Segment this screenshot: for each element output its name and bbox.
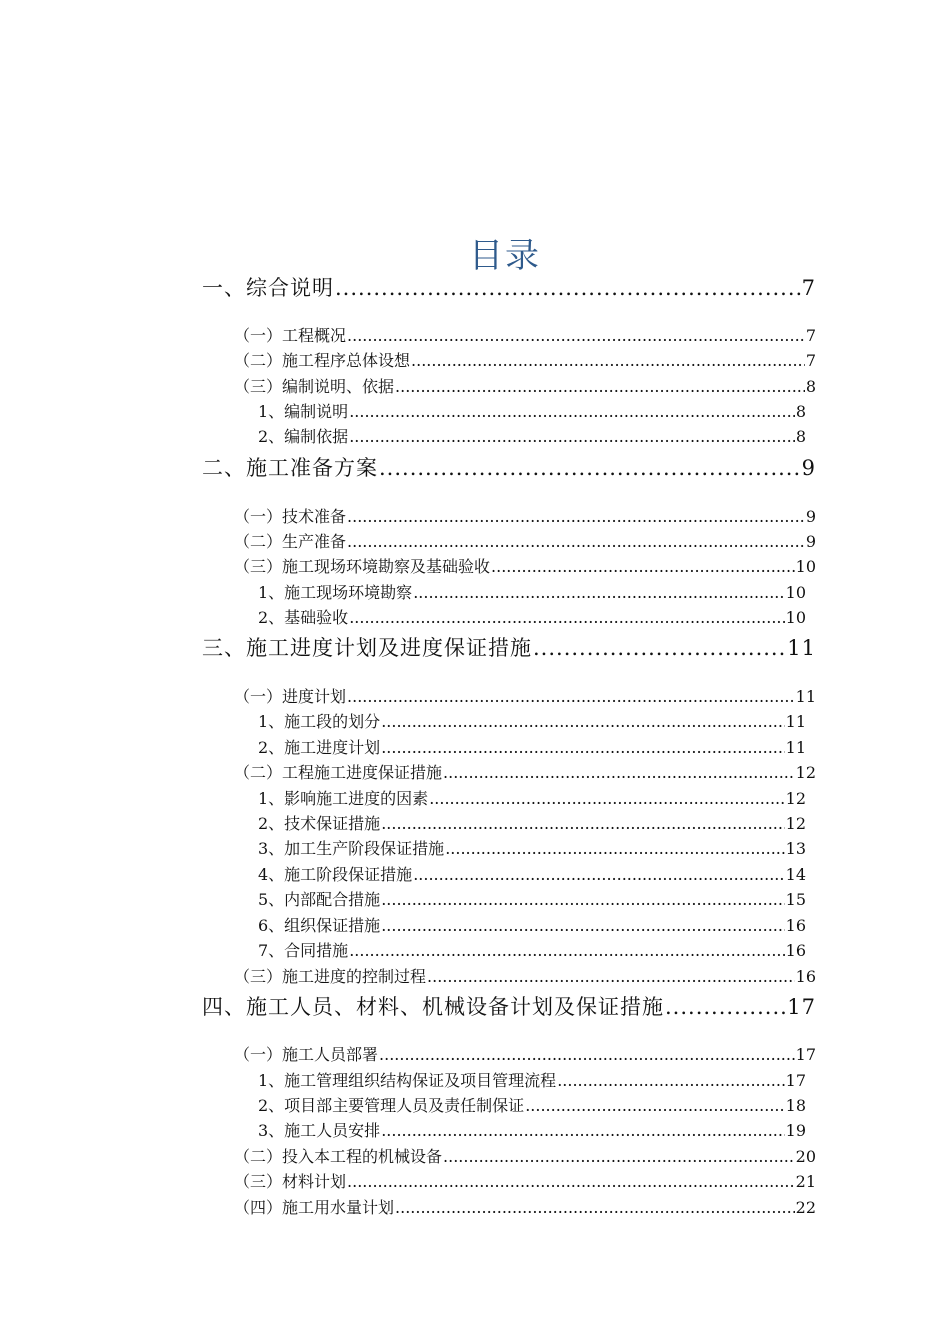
toc-page-number: 16 bbox=[785, 941, 806, 960]
dot-leader bbox=[395, 1198, 795, 1217]
toc-page-number: 8 bbox=[805, 377, 816, 396]
toc-entry[interactable] bbox=[258, 605, 806, 628]
toc-page-number: 12 bbox=[785, 814, 806, 833]
dot-leader bbox=[381, 1121, 784, 1140]
toc-entry[interactable] bbox=[234, 1144, 816, 1167]
dot-leader bbox=[335, 276, 801, 300]
dot-leader bbox=[381, 738, 784, 757]
toc-page-number: 10 bbox=[785, 583, 806, 602]
toc-entry[interactable] bbox=[234, 348, 816, 371]
toc-entry-label: 2、编制依据 bbox=[258, 427, 349, 446]
toc-entry[interactable] bbox=[234, 1195, 816, 1218]
toc-entry[interactable] bbox=[258, 709, 806, 732]
toc-page-number: 21 bbox=[795, 1172, 816, 1191]
toc-entry-label: 3、施工人员安排 bbox=[258, 1121, 381, 1140]
dot-leader bbox=[381, 712, 784, 731]
toc-entry-label: 二、施工准备方案 bbox=[202, 456, 378, 480]
toc-page-number: 7 bbox=[801, 276, 816, 300]
dot-leader bbox=[379, 456, 801, 480]
toc-page-number: 16 bbox=[785, 916, 806, 935]
toc-entry[interactable] bbox=[258, 1068, 806, 1091]
toc-entry[interactable] bbox=[234, 554, 816, 577]
toc-entry-label: 1、施工段的划分 bbox=[258, 712, 381, 731]
toc-page-number: 9 bbox=[805, 507, 816, 526]
toc-entry-label: 三、施工进度计划及进度保证措施 bbox=[202, 636, 532, 660]
toc-entry-label: （一）施工人员部署 bbox=[234, 1045, 379, 1064]
toc-page-number: 11 bbox=[785, 738, 806, 757]
toc-entry[interactable] bbox=[234, 964, 816, 987]
toc-entry[interactable] bbox=[258, 938, 806, 961]
toc-entry-label: 4、施工阶段保证措施 bbox=[258, 865, 413, 884]
dot-leader bbox=[413, 583, 784, 602]
toc-entry-label: 一、综合说明 bbox=[202, 276, 334, 300]
dot-leader bbox=[413, 865, 784, 884]
toc-entry-label: （一）工程概况 bbox=[234, 326, 347, 345]
toc-entry-label: （三）施工现场环境勘察及基础验收 bbox=[234, 557, 491, 576]
dot-leader bbox=[395, 377, 805, 396]
toc-page-number: 8 bbox=[795, 402, 806, 421]
dot-leader bbox=[381, 814, 784, 833]
dot-leader bbox=[349, 427, 795, 446]
toc-entry-label: 5、内部配合措施 bbox=[258, 890, 381, 909]
toc-page-number: 10 bbox=[795, 557, 816, 576]
toc-page-number: 12 bbox=[785, 789, 806, 808]
dot-leader bbox=[381, 890, 784, 909]
dot-leader bbox=[491, 557, 795, 576]
toc-entry[interactable] bbox=[258, 836, 806, 859]
toc-page-number: 9 bbox=[805, 532, 816, 551]
toc-entry[interactable] bbox=[202, 272, 816, 302]
dot-leader bbox=[525, 1096, 784, 1115]
toc-entry[interactable] bbox=[234, 504, 816, 527]
toc-entry[interactable] bbox=[234, 1169, 816, 1192]
dot-leader bbox=[347, 687, 795, 706]
toc-page-number: 16 bbox=[795, 967, 816, 986]
toc-page-number: 7 bbox=[805, 351, 816, 370]
toc-entry-label: （三）材料计划 bbox=[234, 1172, 347, 1191]
dot-leader bbox=[347, 1172, 795, 1191]
toc-entry-label: 1、编制说明 bbox=[258, 402, 349, 421]
toc-entry-label: 6、组织保证措施 bbox=[258, 916, 381, 935]
toc-entry-label: 2、技术保证措施 bbox=[258, 814, 381, 833]
toc-page-number: 15 bbox=[785, 890, 806, 909]
toc-page-number: 17 bbox=[795, 1045, 816, 1064]
toc-page-number: 8 bbox=[795, 427, 806, 446]
toc-entry-label: （三）施工进度的控制过程 bbox=[234, 967, 427, 986]
dot-leader bbox=[665, 995, 786, 1019]
toc-entry[interactable] bbox=[234, 760, 816, 783]
toc-entry[interactable] bbox=[258, 399, 806, 422]
toc-page-number: 18 bbox=[785, 1096, 806, 1115]
toc-entry[interactable] bbox=[258, 786, 806, 809]
dot-leader bbox=[381, 916, 784, 935]
toc-page-number: 11 bbox=[795, 687, 816, 706]
toc-entry-label: 四、施工人员、材料、机械设备计划及保证措施 bbox=[202, 995, 664, 1019]
toc-page-number: 10 bbox=[785, 608, 806, 627]
toc-entry-label: 7、合同措施 bbox=[258, 941, 349, 960]
toc-page-number: 7 bbox=[805, 326, 816, 345]
toc-entry-label: （四）施工用水量计划 bbox=[234, 1198, 395, 1217]
toc-page-number: 9 bbox=[801, 456, 816, 480]
toc-entry[interactable] bbox=[258, 580, 806, 603]
toc-entry[interactable] bbox=[234, 1042, 816, 1065]
toc-entry-label: （一）进度计划 bbox=[234, 687, 347, 706]
dot-leader bbox=[347, 507, 805, 526]
toc-page-number: 17 bbox=[787, 995, 816, 1019]
toc-page-number: 11 bbox=[785, 712, 806, 731]
toc-entry[interactable] bbox=[258, 913, 806, 936]
dot-leader bbox=[533, 636, 786, 660]
dot-leader bbox=[443, 763, 795, 782]
dot-leader bbox=[349, 402, 795, 421]
toc-entry[interactable] bbox=[234, 374, 816, 397]
toc-entry[interactable] bbox=[234, 323, 816, 346]
toc-entry-label: （二）投入本工程的机械设备 bbox=[234, 1147, 443, 1166]
toc-entry-label: （二）生产准备 bbox=[234, 532, 347, 551]
dot-leader bbox=[379, 1045, 795, 1064]
toc-entry[interactable] bbox=[258, 735, 806, 758]
dot-leader bbox=[445, 839, 784, 858]
dot-leader bbox=[347, 532, 805, 551]
toc-entry[interactable] bbox=[258, 887, 806, 910]
dot-leader bbox=[429, 789, 784, 808]
toc-entry[interactable] bbox=[234, 529, 816, 552]
dot-leader bbox=[557, 1071, 784, 1090]
toc-entry-label: 1、施工现场环境勘察 bbox=[258, 583, 413, 602]
dot-leader bbox=[443, 1147, 795, 1166]
toc-page-number: 12 bbox=[795, 763, 816, 782]
dot-leader bbox=[349, 608, 784, 627]
toc-entry-label: 2、基础验收 bbox=[258, 608, 349, 627]
toc-entry-label: 1、施工管理组织结构保证及项目管理流程 bbox=[258, 1071, 557, 1090]
dot-leader bbox=[411, 351, 805, 370]
dot-leader bbox=[347, 326, 805, 345]
toc-entry-label: （二）施工程序总体设想 bbox=[234, 351, 411, 370]
toc-page-number: 17 bbox=[785, 1071, 806, 1090]
toc-entry-label: 1、影响施工进度的因素 bbox=[258, 789, 429, 808]
toc-entry[interactable] bbox=[202, 452, 816, 482]
toc-page-number: 11 bbox=[787, 636, 816, 660]
toc-entry-label: （二）工程施工进度保证措施 bbox=[234, 763, 443, 782]
toc-entry[interactable] bbox=[258, 1118, 806, 1141]
toc-entry[interactable] bbox=[202, 632, 816, 662]
toc-entry-label: （一）技术准备 bbox=[234, 507, 347, 526]
toc-entry[interactable] bbox=[258, 862, 806, 885]
toc-entry[interactable] bbox=[258, 1093, 806, 1116]
toc-entry-label: 2、项目部主要管理人员及责任制保证 bbox=[258, 1096, 525, 1115]
toc-entry-label: （三）编制说明、依据 bbox=[234, 377, 395, 396]
toc-entry[interactable] bbox=[258, 811, 806, 834]
toc-entry[interactable] bbox=[202, 991, 816, 1021]
toc-entry-label: 3、加工生产阶段保证措施 bbox=[258, 839, 445, 858]
dot-leader bbox=[349, 941, 784, 960]
toc-entry[interactable] bbox=[234, 684, 816, 707]
toc-title: 目录 bbox=[469, 236, 541, 276]
dot-leader bbox=[427, 967, 795, 986]
toc-entry-label: 2、施工进度计划 bbox=[258, 738, 381, 757]
toc-page-number: 14 bbox=[785, 865, 806, 884]
toc-entry[interactable] bbox=[258, 424, 806, 447]
toc-page-number: 20 bbox=[795, 1147, 816, 1166]
toc-page-number: 19 bbox=[785, 1121, 806, 1140]
toc-page-number: 22 bbox=[795, 1198, 816, 1217]
toc-page-number: 13 bbox=[785, 839, 806, 858]
